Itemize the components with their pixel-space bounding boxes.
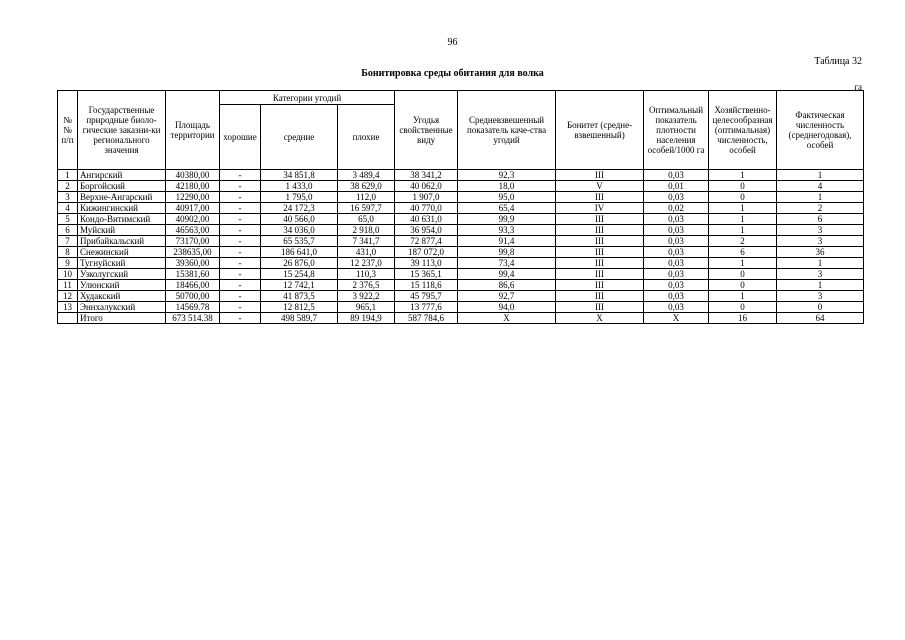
cell-bonitet: III — [556, 225, 644, 236]
cell-poor: 89 194,9 — [338, 313, 395, 324]
cell-area: 40380,00 — [166, 170, 220, 181]
cell-own: 15 365,1 — [395, 269, 458, 280]
cell-quality: 73,4 — [458, 258, 556, 269]
cell-economic: 16 — [709, 313, 777, 324]
cell-bonitet: III — [556, 214, 644, 225]
table-row — [58, 247, 864, 258]
cell-area: 40902,00 — [166, 214, 220, 225]
cell-name: Итого — [78, 313, 166, 324]
cell-poor: 16 597,7 — [338, 203, 395, 214]
cell-good: - — [220, 214, 261, 225]
cell-name: Тугнуйский — [78, 258, 166, 269]
table-row — [58, 203, 864, 214]
cell-area: 18466,00 — [166, 280, 220, 291]
cell-area: 15381,60 — [166, 269, 220, 280]
cell-area: 42180,00 — [166, 181, 220, 192]
cell-density: 0,01 — [644, 181, 709, 192]
cell-economic: 0 — [709, 269, 777, 280]
cell-medium: 498 589,7 — [261, 313, 338, 324]
header-area: Площадь территории — [166, 91, 220, 170]
table-row — [58, 302, 864, 313]
cell-area: 673 514.38 — [166, 313, 220, 324]
cell-actual: 4 — [777, 181, 864, 192]
header-bonitet: Бонитет (средне-взвешенный) — [556, 91, 644, 170]
cell-name: Кондо-Витимский — [78, 214, 166, 225]
cell-density: 0,03 — [644, 225, 709, 236]
cell-economic: 1 — [709, 203, 777, 214]
cell-poor: 7 341,7 — [338, 236, 395, 247]
cell-bonitet: III — [556, 291, 644, 302]
header-good: хорошие — [220, 105, 261, 170]
cell-good: - — [220, 192, 261, 203]
cell-good: - — [220, 302, 261, 313]
cell-num: 9 — [58, 258, 78, 269]
cell-economic: 0 — [709, 181, 777, 192]
cell-own: 38 341,2 — [395, 170, 458, 181]
cell-poor: 38 629,0 — [338, 181, 395, 192]
cell-name: Эннхалукский — [78, 302, 166, 313]
cell-own: 36 954,0 — [395, 225, 458, 236]
cell-good: - — [220, 203, 261, 214]
cell-own: 15 118,6 — [395, 280, 458, 291]
cell-num: 5 — [58, 214, 78, 225]
cell-quality: 92,3 — [458, 170, 556, 181]
cell-bonitet: III — [556, 280, 644, 291]
cell-poor: 65,0 — [338, 214, 395, 225]
cell-actual: 3 — [777, 269, 864, 280]
cell-good: - — [220, 313, 261, 324]
cell-density: 0,03 — [644, 269, 709, 280]
cell-good: - — [220, 236, 261, 247]
cell-economic: 6 — [709, 247, 777, 258]
cell-bonitet: IV — [556, 203, 644, 214]
table-row — [58, 192, 864, 203]
header-num: №№ п/п — [58, 91, 78, 170]
cell-actual: 64 — [777, 313, 864, 324]
table-row — [58, 291, 864, 302]
cell-quality: 92,7 — [458, 291, 556, 302]
header-actual: Фактическая численность (среднегодовая), особей — [777, 91, 864, 170]
cell-poor: 112,0 — [338, 192, 395, 203]
header-optimal-density: Оптимальный показатель плотности населения особей/1000 га — [644, 91, 709, 170]
cell-economic: 1 — [709, 291, 777, 302]
cell-medium: 65 535,7 — [261, 236, 338, 247]
cell-area: 39360,00 — [166, 258, 220, 269]
cell-bonitet: III — [556, 269, 644, 280]
cell-quality: 65,4 — [458, 203, 556, 214]
cell-poor: 965,1 — [338, 302, 395, 313]
cell-own: 13 777,6 — [395, 302, 458, 313]
cell-actual: 3 — [777, 291, 864, 302]
cell-quality: 99,4 — [458, 269, 556, 280]
cell-good: - — [220, 280, 261, 291]
cell-medium: 34 036,0 — [261, 225, 338, 236]
cell-poor: 2 918,0 — [338, 225, 395, 236]
cell-num: 2 — [58, 181, 78, 192]
cell-num: 7 — [58, 236, 78, 247]
cell-num: 10 — [58, 269, 78, 280]
cell-quality: 95,0 — [458, 192, 556, 203]
cell-medium: 15 254,8 — [261, 269, 338, 280]
cell-name: Прибайкальский — [78, 236, 166, 247]
header-medium: средние — [261, 105, 338, 170]
cell-density: 0,03 — [644, 291, 709, 302]
cell-bonitet: V — [556, 181, 644, 192]
cell-area: 40917,00 — [166, 203, 220, 214]
cell-num — [58, 313, 78, 324]
cell-medium: 41 873,5 — [261, 291, 338, 302]
cell-name: Верхне-Ангарский — [78, 192, 166, 203]
cell-area: 73170,00 — [166, 236, 220, 247]
cell-good: - — [220, 170, 261, 181]
table-title: Бонитировка среды обитания для волка — [361, 68, 544, 79]
cell-density: 0,02 — [644, 203, 709, 214]
cell-quality: 94,0 — [458, 302, 556, 313]
cell-density: 0,03 — [644, 192, 709, 203]
cell-medium: 186 641,0 — [261, 247, 338, 258]
cell-bonitet: X — [556, 313, 644, 324]
cell-name: Узколугский — [78, 269, 166, 280]
cell-quality: 99,8 — [458, 247, 556, 258]
cell-actual: 1 — [777, 170, 864, 181]
cell-quality: 86,6 — [458, 280, 556, 291]
cell-medium: 12 812,5 — [261, 302, 338, 313]
cell-own: 40 062,0 — [395, 181, 458, 192]
cell-own: 40 631,0 — [395, 214, 458, 225]
cell-economic: 2 — [709, 236, 777, 247]
cell-medium: 1 433,0 — [261, 181, 338, 192]
page-number: 96 — [447, 37, 458, 48]
cell-density: 0,03 — [644, 236, 709, 247]
table-row — [58, 214, 864, 225]
cell-poor: 2 376,5 — [338, 280, 395, 291]
cell-density: 0,03 — [644, 302, 709, 313]
table-body — [58, 170, 864, 324]
cell-area: 50700,00 — [166, 291, 220, 302]
cell-good: - — [220, 225, 261, 236]
cell-quality: 99,9 — [458, 214, 556, 225]
header-poor: плохие — [338, 105, 395, 170]
cell-economic: 1 — [709, 170, 777, 181]
cell-actual: 3 — [777, 225, 864, 236]
cell-economic: 0 — [709, 302, 777, 313]
cell-poor: 12 237,0 — [338, 258, 395, 269]
cell-quality: 91,4 — [458, 236, 556, 247]
cell-bonitet: III — [556, 258, 644, 269]
cell-num: 13 — [58, 302, 78, 313]
cell-name: Худакский — [78, 291, 166, 302]
cell-actual: 1 — [777, 280, 864, 291]
cell-economic: 0 — [709, 192, 777, 203]
cell-medium: 34 851,8 — [261, 170, 338, 181]
cell-density: 0,03 — [644, 214, 709, 225]
cell-medium: 12 742,1 — [261, 280, 338, 291]
cell-name: Ангирский — [78, 170, 166, 181]
cell-bonitet: III — [556, 247, 644, 258]
header-economic: Хозяйственно-целесообразная (оптимальная) численность, особей — [709, 91, 777, 170]
cell-good: - — [220, 181, 261, 192]
table-row — [58, 170, 864, 181]
header-own: Угодья свойственные виду — [395, 91, 458, 170]
cell-poor: 3 489,4 — [338, 170, 395, 181]
cell-num: 4 — [58, 203, 78, 214]
cell-area: 14569.78 — [166, 302, 220, 313]
cell-economic: 0 — [709, 280, 777, 291]
cell-economic: 1 — [709, 258, 777, 269]
cell-bonitet: III — [556, 192, 644, 203]
cell-quality: 18,0 — [458, 181, 556, 192]
cell-density: 0,03 — [644, 247, 709, 258]
table-row — [58, 181, 864, 192]
cell-bonitet: III — [556, 170, 644, 181]
bonitet-table — [57, 90, 864, 324]
cell-medium: 1 795,0 — [261, 192, 338, 203]
cell-num: 3 — [58, 192, 78, 203]
cell-actual: 6 — [777, 214, 864, 225]
cell-medium: 40 566,0 — [261, 214, 338, 225]
cell-name: Снежинский — [78, 247, 166, 258]
cell-name: Кижингинский — [78, 203, 166, 214]
cell-area: 46563,00 — [166, 225, 220, 236]
cell-good: - — [220, 269, 261, 280]
cell-name: Боргойский — [78, 181, 166, 192]
cell-actual: 3 — [777, 236, 864, 247]
cell-actual: 2 — [777, 203, 864, 214]
table-row — [58, 258, 864, 269]
cell-economic: 1 — [709, 225, 777, 236]
cell-num: 12 — [58, 291, 78, 302]
cell-name: Улюнский — [78, 280, 166, 291]
cell-medium: 26 876,0 — [261, 258, 338, 269]
cell-own: 45 795,7 — [395, 291, 458, 302]
cell-poor: 3 922,2 — [338, 291, 395, 302]
cell-bonitet: III — [556, 302, 644, 313]
cell-actual: 1 — [777, 258, 864, 269]
cell-own: 187 072,0 — [395, 247, 458, 258]
cell-actual: 1 — [777, 192, 864, 203]
cell-own: 1 907,0 — [395, 192, 458, 203]
cell-poor: 431,0 — [338, 247, 395, 258]
units-label: га — [854, 82, 862, 92]
cell-num: 6 — [58, 225, 78, 236]
cell-own: 587 784,6 — [395, 313, 458, 324]
table-row — [58, 280, 864, 291]
cell-area: 238635,00 — [166, 247, 220, 258]
cell-good: - — [220, 258, 261, 269]
cell-poor: 110,3 — [338, 269, 395, 280]
cell-good: - — [220, 291, 261, 302]
cell-density: 0,03 — [644, 170, 709, 181]
cell-good: - — [220, 247, 261, 258]
header-quality: Средневзвешенный показатель каче-ства угодий — [458, 91, 556, 170]
header-name: Государственные природные биоло-гические заказни-ки регионального значения — [78, 91, 166, 170]
cell-actual: 0 — [777, 302, 864, 313]
cell-economic: 1 — [709, 214, 777, 225]
cell-own: 72 877,4 — [395, 236, 458, 247]
cell-density: X — [644, 313, 709, 324]
cell-own: 39 113,0 — [395, 258, 458, 269]
table-row — [58, 269, 864, 280]
cell-quality: 93,3 — [458, 225, 556, 236]
table-row — [58, 225, 864, 236]
cell-quality: X — [458, 313, 556, 324]
cell-num: 11 — [58, 280, 78, 291]
header-categories: Категории угодий — [220, 91, 395, 105]
cell-own: 40 770,0 — [395, 203, 458, 214]
table-row — [58, 236, 864, 247]
cell-medium: 24 172,3 — [261, 203, 338, 214]
total-row — [58, 313, 864, 324]
cell-name: Муйский — [78, 225, 166, 236]
cell-num: 1 — [58, 170, 78, 181]
cell-num: 8 — [58, 247, 78, 258]
table-label: Таблица 32 — [814, 56, 862, 67]
cell-density: 0,03 — [644, 258, 709, 269]
cell-actual: 36 — [777, 247, 864, 258]
cell-area: 12290,00 — [166, 192, 220, 203]
cell-bonitet: III — [556, 236, 644, 247]
cell-density: 0,03 — [644, 280, 709, 291]
